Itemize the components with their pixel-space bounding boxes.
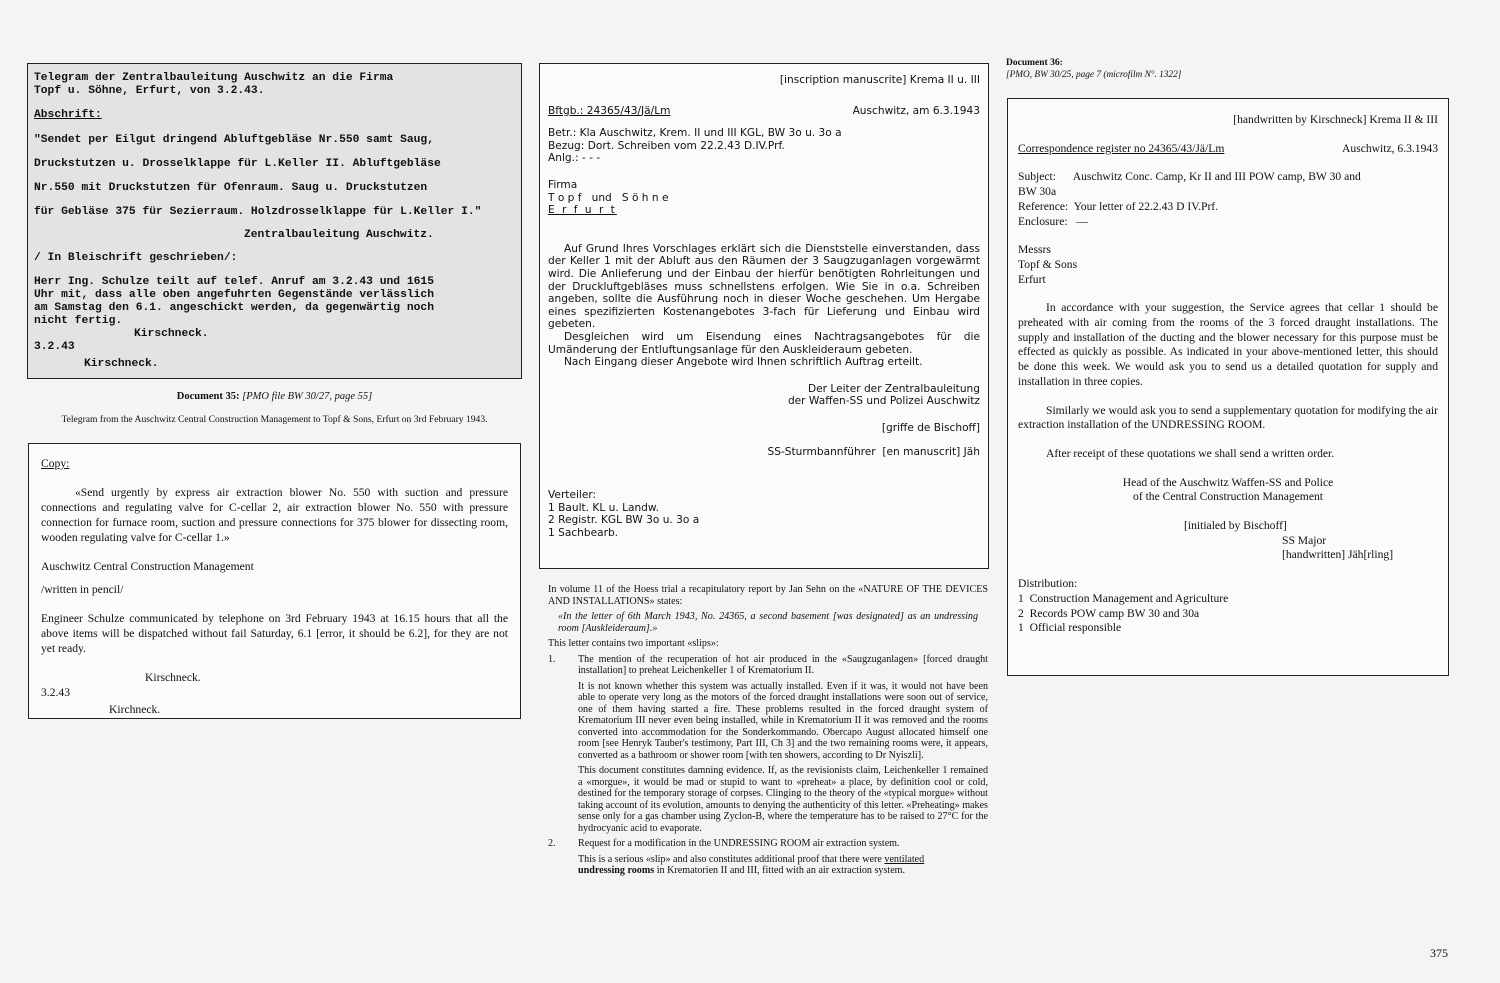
letter-signature-line: Head of the Auschwitz Waffen-SS and Police: [1122, 475, 1334, 489]
copy-organization: Auschwitz Central Construction Management: [41, 560, 254, 573]
copy-date: 3.2.43: [41, 686, 70, 699]
letter-reference: Reference: Your letter of 22.2.43 D IV.Prf.: [1018, 199, 1219, 213]
telegram-line: Druckstutzen u. Drosselklappe für L.Keller II. Abluftgebläse: [34, 158, 441, 170]
letter-initialed: [initialed by Bischoff]: [1184, 519, 1287, 533]
german-letter: [539, 63, 989, 569]
letter-subject: Subject: Auschwitz Conc. Camp, Kr II and III POW camp, BW 30 and: [1018, 170, 1361, 184]
letter-place-date: Auschwitz, am 6.3.1943: [852, 104, 980, 117]
letter-city: Erfurt: [1018, 272, 1046, 286]
telegram-line: Uhr mit, dass alle oben angefuhrten Gegenstände verlässlich: [34, 289, 434, 301]
commentary-intro: In volume 11 of the Hoess trial a recapitulatory report by Jan Sehn on the «NATURE OF THE DEVICES AND INSTALLATIONS» states:: [548, 584, 988, 607]
letter-distribution-item: 1 Construction Management and Agriculture: [1018, 591, 1229, 605]
item-number: 2.: [548, 838, 556, 849]
telegram-line: Abschrift:: [34, 109, 102, 121]
letter-paragraph: Nach Eingang dieser Angebote wird Ihnen schriftlich Auftrag erteilt.: [564, 356, 923, 369]
letter-city: E r f u r t: [548, 204, 617, 217]
letter-subject: BW 30a: [1018, 185, 1057, 199]
letter-distribution-item: 2 Records POW camp BW 30 and 30a: [1018, 606, 1200, 620]
english-letter: [1007, 98, 1449, 676]
commentary-paragraph: It is not known whether this system was actually installed. Even if it was, it would not have been able to operate very long as the motors of the forced draught installations were soon out of service, one of them having started a fire. These problems resulted in the forced draught system of Krematorium III never even being installed, while in Krematorium II it was removed and the rooms converted into accommodation for the Sonderkommando. Obercapo August allocated himself one room [see Henryk Tauber's testimony, Part III, Ch 3] and the two remaining rooms were, it appears, converted as a bathroom or shower room [with ten showers, according to Dr Nyiszli].: [578, 680, 988, 761]
page-number: 375: [1430, 946, 1448, 960]
telegram-line: Kirschneck.: [84, 358, 159, 370]
telegram-line: Zentralbauleitung Auschwitz.: [244, 229, 434, 241]
caption-reference: [PMO file BW 30/27, page 55]: [242, 391, 373, 402]
telegram-document: [27, 63, 522, 379]
letter-distribution-item: 1 Official responsible: [1018, 621, 1122, 635]
letter-rank: SS Major: [1282, 533, 1327, 547]
letter-paragraph: Similarly we would ask you to send a supplementary quotation for modifying the air extraction installation of the UNDRESSING ROOM.: [1018, 403, 1438, 432]
copy-pencil-note: /written in pencil/: [41, 583, 124, 596]
letter-inscription: [inscription manuscrite] Krema II u. III: [779, 74, 980, 86]
letter-subject: Betr.: Kla Auschwitz, Krem. II und III KGL, BW 3o u. 3o a: [548, 127, 842, 140]
letter-paragraph: Auf Grund Ihres Vorschlages erklärt sich die Dienststelle einverstanden, dass der Keller 1 mit der Abluft aus den Räumen der 3 Saugzuganlagen vorgewärmt wird. Die Anlieferung und der Einbau der hierfür benötigten Rohrleitungen und der Druckluftgebläses muss schnellstens erfolgen. Wie Sie in o.a. Schreiben angeben, sollte die Ausführung noch in dieser Woche geschehen. Um Hergabe eines spezifizierten Kostenangebotes 3-fach für Lieferung und Einbau wird gebeten.: [548, 242, 980, 331]
letter-firma: Firma: [548, 178, 578, 191]
commentary-quote: «In the letter of 6th March 1943, No. 24365, a second basement [was designated] as an undressing room [Auskleideraum].»: [558, 611, 978, 634]
telegram-translation: [28, 443, 521, 719]
telegram-line: Topf u. Söhne, Erfurt, von 3.2.43.: [34, 85, 265, 97]
letter-rank: SS-Sturmbannführer [en manuscrit] Jäh: [767, 446, 980, 459]
letter-distribution-heading: Verteiler:: [548, 489, 597, 502]
text-run: undressing rooms: [578, 865, 655, 876]
text-run: in Krematorien II and III, fitted with an air extraction system.: [654, 865, 906, 876]
letter-reference: Bftgb.: 24365/43/Jä/Lm: [548, 104, 671, 117]
document-35-description: Telegram from the Auschwitz Central Construction Management to Topf & Sons, Erfurt on 3rd February 1943.: [61, 414, 488, 425]
document-36-title: Document 36:: [1006, 58, 1063, 68]
letter-handwritten-note: [handwritten by Kirschneck] Krema II & III: [1233, 113, 1438, 126]
telegram-line: Nr.550 mit Druckstutzen für Ofenraum. Saug u. Druckstutzen: [34, 182, 428, 194]
copy-quote: «Send urgently by express air extraction blower No. 550 with suction and pressure connections and regulating valve for C-cellar 2, air extraction blower No. 550 with pressure connection for furnace room, suction and pressure connections for 375 blower for dissecting room, wooden regulating valve for C-cellar 1.»: [41, 486, 508, 544]
letter-bezug: Bezug: Dort. Schreiben vom 22.2.43 D.IV.Prf.: [548, 139, 785, 152]
commentary-slips: This letter contains two important «slips»:: [548, 638, 719, 649]
letter-distribution-item: 2 Registr. KGL BW 3o u. 3o a: [548, 514, 700, 527]
commentary-paragraph: [548, 854, 988, 877]
letter-griffe: [griffe de Bischoff]: [881, 421, 980, 434]
letter-paragraph: In accordance with your suggestion, the Service agrees that cellar 1 should be preheated with air coming from the rooms of the 3 forced draught installations. The supply and installation of the ducting and the blower necessary for this purpose must be effected as quickly as possible. As indicated in your above-mentioned letter, this should be done this week. We would ask you to send us a detailed quotation for supply and installation in three copies.: [1018, 301, 1438, 388]
telegram-line: Telegram der Zentralbauleitung Auschwitz an die Firma: [34, 72, 394, 84]
telegram-line: "Sendet per Eilgut dringend Abluftgebläse Nr.550 samt Saug,: [34, 134, 434, 146]
commentary: [548, 584, 988, 881]
copy-heading: Copy:: [41, 457, 70, 470]
copy-signature: Kirchneck.: [109, 703, 161, 716]
caption-label: Document 35:: [176, 391, 240, 402]
letter-handwritten-name: [handwritten] Jäh[rling]: [1282, 548, 1394, 562]
item-text: The mention of the recuperation of hot air produced in the «Saugzuganlagen» [forced draught installation] to preheat Leichenkeller 1 of Krematorium II.: [578, 653, 988, 676]
letter-enclosure: Anlg.: - - -: [548, 152, 601, 165]
commentary-paragraph: This document constitutes damning evidence. If, as the revisionists claim, Leichenkeller 1 remained a «morgue», it would be mad or stupid to want to «preheat» a place, by definition cool or cold, destined for the temporary storage of corpses. Clinging to the theory of the «typical morgue» without taking account of its evolution, amounts to denying the authenticity of this letter. «Preheating» makes sense only for a gas chamber using Zyclon-B, where the temperature has to be raised to 27°C for the hydrocyanic acid to evaporate.: [578, 765, 988, 834]
item-number: 1.: [548, 653, 556, 665]
document-35-caption: [27, 391, 522, 402]
letter-signature-line: Der Leiter der Zentralbauleitung: [807, 382, 980, 395]
text-run: ventilated: [884, 853, 925, 865]
letter-distribution-heading: Distribution:: [1018, 577, 1078, 591]
letter-messrs: Messrs: [1018, 243, 1051, 257]
letter-enclosure: Enclosure: —: [1018, 214, 1088, 228]
letter-company: Topf & Sons: [1018, 257, 1078, 271]
letter-register: Correspondence register no 24365/43/Jä/Lm: [1018, 141, 1225, 155]
letter-place-date: Auschwitz, 6.3.1943: [1342, 141, 1438, 155]
letter-paragraph: Desgleichen wird um Eisendung eines Nachtragsangebotes für die Umänderung der Entluftungsanlage für den Auskleideraum gebeten.: [548, 330, 980, 356]
telegram-line: nicht fertig.: [34, 315, 123, 327]
telegram-line: Herr Ing. Schulze teilt auf telef. Anruf am 3.2.43 und 1615: [34, 276, 434, 288]
copy-signature: Kirschneck.: [145, 671, 201, 684]
telegram-line: am Samstag den 6.1. angeschickt werden, da gegenwärtig noch: [34, 302, 434, 314]
letter-company: T o p f und S ö h n e: [548, 191, 669, 204]
commentary-item: [548, 654, 988, 681]
telegram-line: 3.2.43: [34, 341, 75, 353]
item-text: Request for a modification in the UNDRESSING ROOM air extraction system.: [578, 838, 900, 849]
telegram-line: für Gebläse 375 für Sezierraum. Holzdrosselklappe für L.Keller I.": [34, 206, 482, 218]
document-36-reference: [PMO, BW 30/25, page 7 (microfilm N°. 1322]: [1006, 70, 1182, 80]
telegram-line: Kirschneck.: [134, 328, 209, 340]
telegram-line: / In Bleischrift geschrieben/:: [34, 252, 238, 264]
letter-signature-line: of the Central Construction Management: [1133, 490, 1323, 504]
letter-distribution-item: 1 Sachbearb.: [548, 526, 619, 539]
letter-signature-line: der Waffen-SS und Polizei Auschwitz: [787, 395, 980, 408]
letter-paragraph: After receipt of these quotations we shall send a written order.: [1046, 446, 1335, 460]
letter-distribution-item: 1 Bault. KL u. Landw.: [548, 501, 659, 514]
text-run: This is a serious «slip» and also constitutes additional proof that there were: [578, 853, 885, 865]
copy-paragraph: Engineer Schulze communicated by telephone on 3rd February 1943 at 16.15 hours that all the above items will be dispatched without fail Saturday, 6.1 [error, it should be 6.2], for they are not yet ready.: [41, 612, 508, 655]
commentary-item: [548, 838, 988, 854]
